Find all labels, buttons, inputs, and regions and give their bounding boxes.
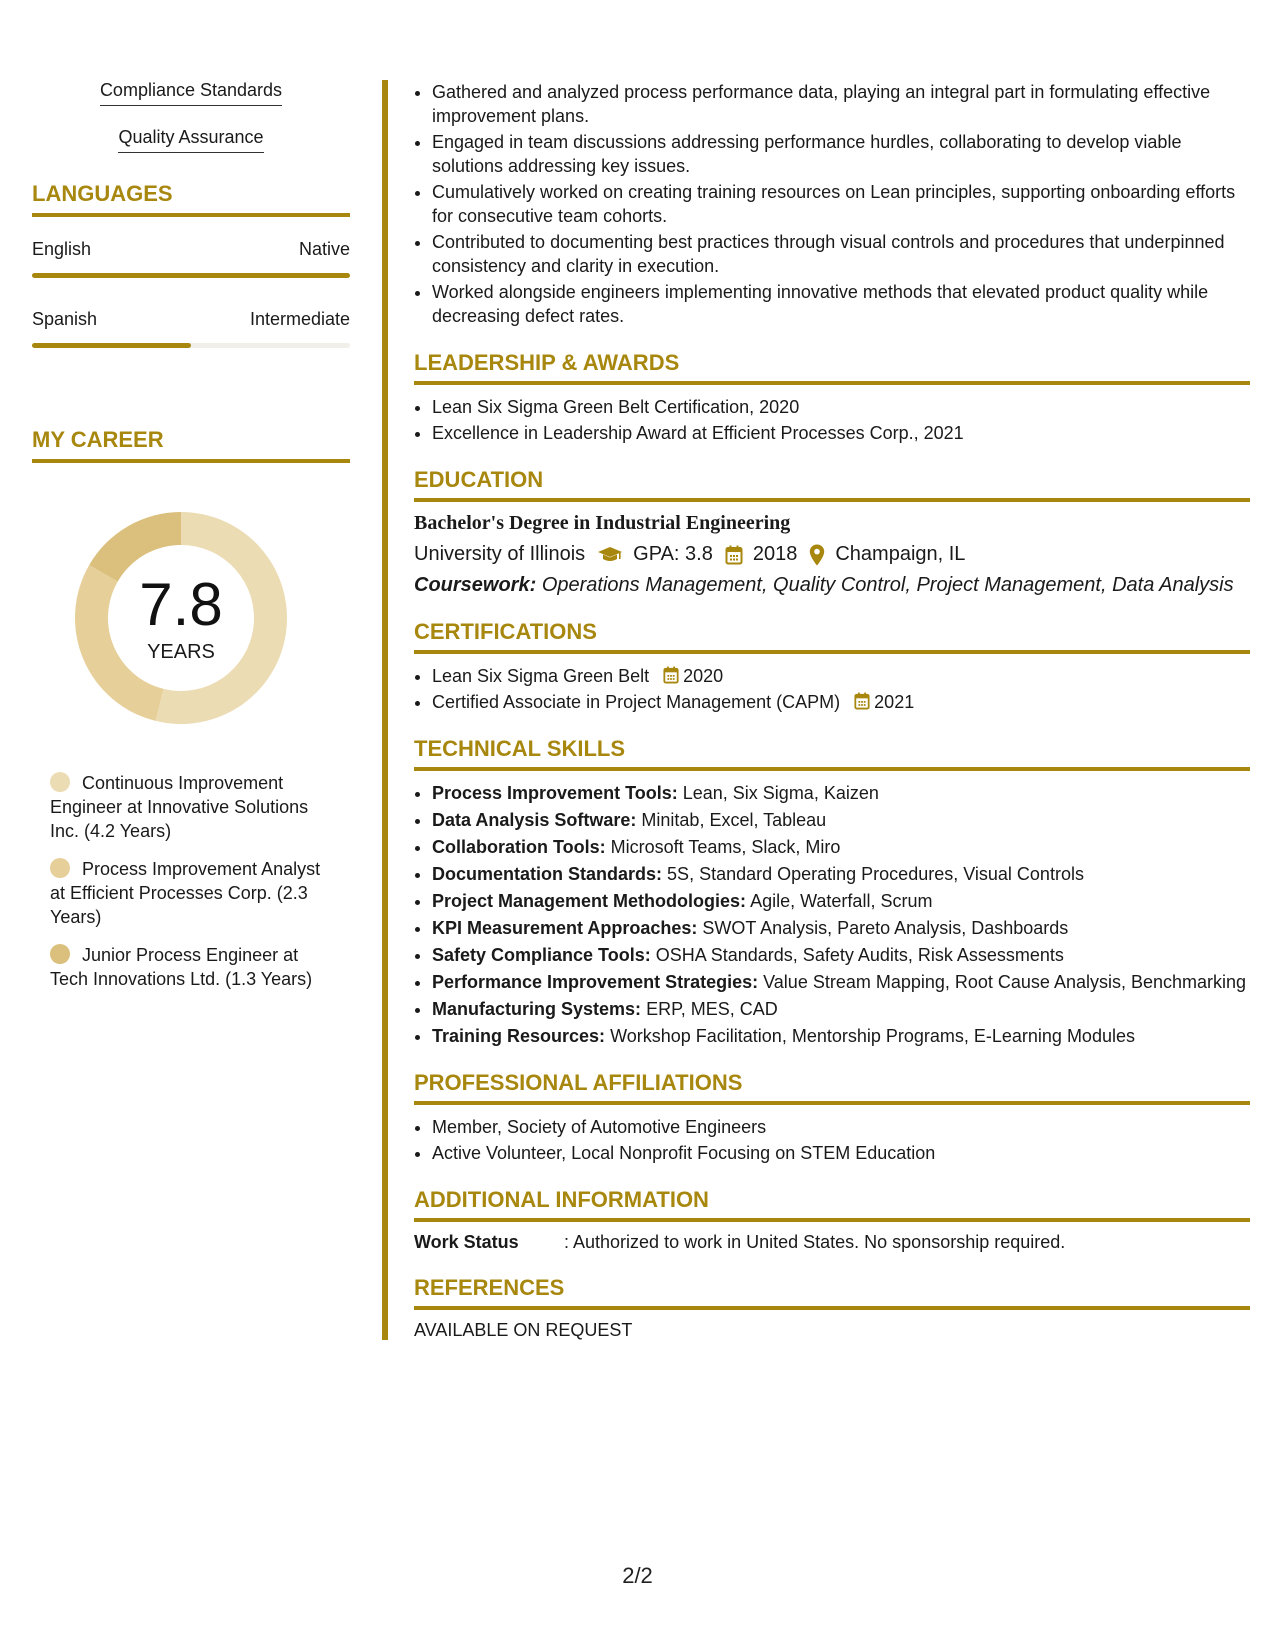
calendar-icon — [854, 692, 870, 710]
references-heading: REFERENCES — [414, 1275, 1250, 1310]
list-item: • Excellence in Leadership Award at Efficient Processes Corp., 2021 — [432, 421, 1250, 445]
skill-tag: Quality Assurance — [32, 127, 350, 153]
skill-item: • Performance Improvement Strategies: Value Stream Mapping, Root Cause Analysis, Benchmarking — [432, 970, 1250, 994]
language-bar-fill — [32, 343, 191, 348]
list-item: • Cumulatively worked on creating training resources on Lean principles, supporting onboarding efforts for consecutive team cohorts. — [432, 180, 1250, 228]
legend-dot — [50, 858, 70, 878]
skill-item: • Collaboration Tools: Microsoft Teams, Slack, Miro — [432, 835, 1250, 859]
work-status-row — [414, 1232, 1250, 1253]
language-bar — [32, 343, 350, 348]
skill-tag: Compliance Standards — [32, 80, 350, 106]
leadership-heading: LEADERSHIP & AWARDS — [414, 350, 1250, 385]
language-item — [32, 287, 350, 357]
language-bar-fill — [32, 273, 350, 278]
language-item — [32, 217, 350, 287]
language-level: Intermediate — [249, 309, 350, 329]
coursework-label: Coursework: — [414, 574, 537, 596]
left-column — [32, 80, 350, 1005]
career-legend-item: Continuous Improvement Engineer at Innovative Solutions Inc. (4.2 Years) — [50, 773, 309, 841]
additional-info-heading: ADDITIONAL INFORMATION — [414, 1187, 1250, 1222]
column-divider — [382, 80, 388, 1340]
experience-bullets — [414, 80, 1250, 328]
list-item: • Active Volunteer, Local Nonprofit Focusing on STEM Education — [432, 1141, 1250, 1165]
legend-dot — [50, 772, 70, 792]
technical-skills-heading: TECHNICAL SKILLS — [414, 736, 1250, 771]
legend-dot — [50, 944, 70, 964]
skill-item: • KPI Measurement Approaches: SWOT Analysis, Pareto Analysis, Dashboards — [432, 916, 1250, 940]
languages-heading: LANGUAGES — [32, 181, 350, 217]
coursework — [414, 574, 1250, 597]
skill-item: • Data Analysis Software: Minitab, Excel, Tableau — [432, 808, 1250, 832]
list-item: • Member, Society of Automotive Engineers — [432, 1115, 1250, 1139]
list-item: • Worked alongside engineers implementing innovative methods that elevated product quality while decreasing defect rates. — [432, 280, 1250, 328]
career-total: 7.8 — [139, 571, 223, 638]
leadership-list — [414, 395, 1250, 445]
references-text: AVAILABLE ON REQUEST — [414, 1320, 633, 1340]
certification-item: • Lean Six Sigma Green Belt 2020 — [432, 664, 1250, 688]
education-details — [414, 543, 1250, 566]
work-status-value: : Authorized to work in United States. No sponsorship required. — [564, 1232, 1066, 1252]
work-status-label: Work Status — [414, 1232, 519, 1252]
school-location: Champaign, IL — [835, 543, 966, 565]
skill-item: • Documentation Standards: 5S, Standard Operating Procedures, Visual Controls — [432, 862, 1250, 886]
location-pin-icon — [809, 544, 825, 566]
coursework-list: Operations Management, Quality Control, Project Management, Data Analysis — [541, 574, 1234, 596]
career-legend-item: Junior Process Engineer at Tech Innovations Ltd. (1.3 Years) — [50, 945, 313, 989]
list-item: • Lean Six Sigma Green Belt Certification, 2020 — [432, 395, 1250, 419]
career-unit: YEARS — [147, 641, 215, 663]
technical-skills-list — [414, 781, 1250, 1048]
career-donut-chart — [66, 503, 296, 733]
school-name: University of Illinois — [414, 543, 586, 565]
list-item: • Gathered and analyzed process performance data, playing an integral part in formulating effective improvement plans. — [432, 80, 1250, 128]
graduation-cap-icon — [597, 546, 623, 564]
skill-item: • Training Resources: Workshop Facilitation, Mentorship Programs, E-Learning Modules — [432, 1024, 1250, 1048]
career-heading: MY CAREER — [32, 427, 350, 463]
skill-item: • Safety Compliance Tools: OSHA Standards, Safety Audits, Risk Assessments — [432, 943, 1250, 967]
career-legend-item: Process Improvement Analyst at Efficient Processes Corp. (2.3 Years) — [50, 859, 321, 927]
list-item: • Contributed to documenting best practices through visual controls and procedures that underpinned consistency and clarity in execution. — [432, 230, 1250, 278]
calendar-icon — [725, 545, 743, 565]
affiliations-list — [414, 1115, 1250, 1165]
gpa: GPA: 3.8 — [633, 543, 713, 565]
affiliations-heading: PROFESSIONAL AFFILIATIONS — [414, 1070, 1250, 1105]
page-number: 2/2 — [622, 1563, 653, 1588]
skill-item: • Manufacturing Systems: ERP, MES, CAD — [432, 997, 1250, 1021]
certification-item: • Certified Associate in Project Management (CAPM) 2021 — [432, 690, 1250, 714]
language-level: Native — [298, 239, 350, 259]
list-item: • Engaged in team discussions addressing performance hurdles, collaborating to develop viable solutions addressing key issues. — [432, 130, 1250, 178]
right-column — [414, 80, 1250, 1341]
language-name: English — [32, 239, 92, 259]
career-legend — [50, 771, 340, 991]
skill-item: • Project Management Methodologies: Agile, Waterfall, Scrum — [432, 889, 1250, 913]
graduation-year: 2018 — [752, 543, 798, 565]
calendar-icon — [663, 666, 679, 684]
degree-title: Bachelor's Degree in Industrial Engineering — [414, 512, 791, 534]
language-name: Spanish — [32, 309, 98, 329]
language-bar — [32, 273, 350, 278]
education-heading: EDUCATION — [414, 467, 1250, 502]
skill-item: • Process Improvement Tools: Lean, Six Sigma, Kaizen — [432, 781, 1250, 805]
certifications-list — [414, 664, 1250, 714]
certifications-heading: CERTIFICATIONS — [414, 619, 1250, 654]
